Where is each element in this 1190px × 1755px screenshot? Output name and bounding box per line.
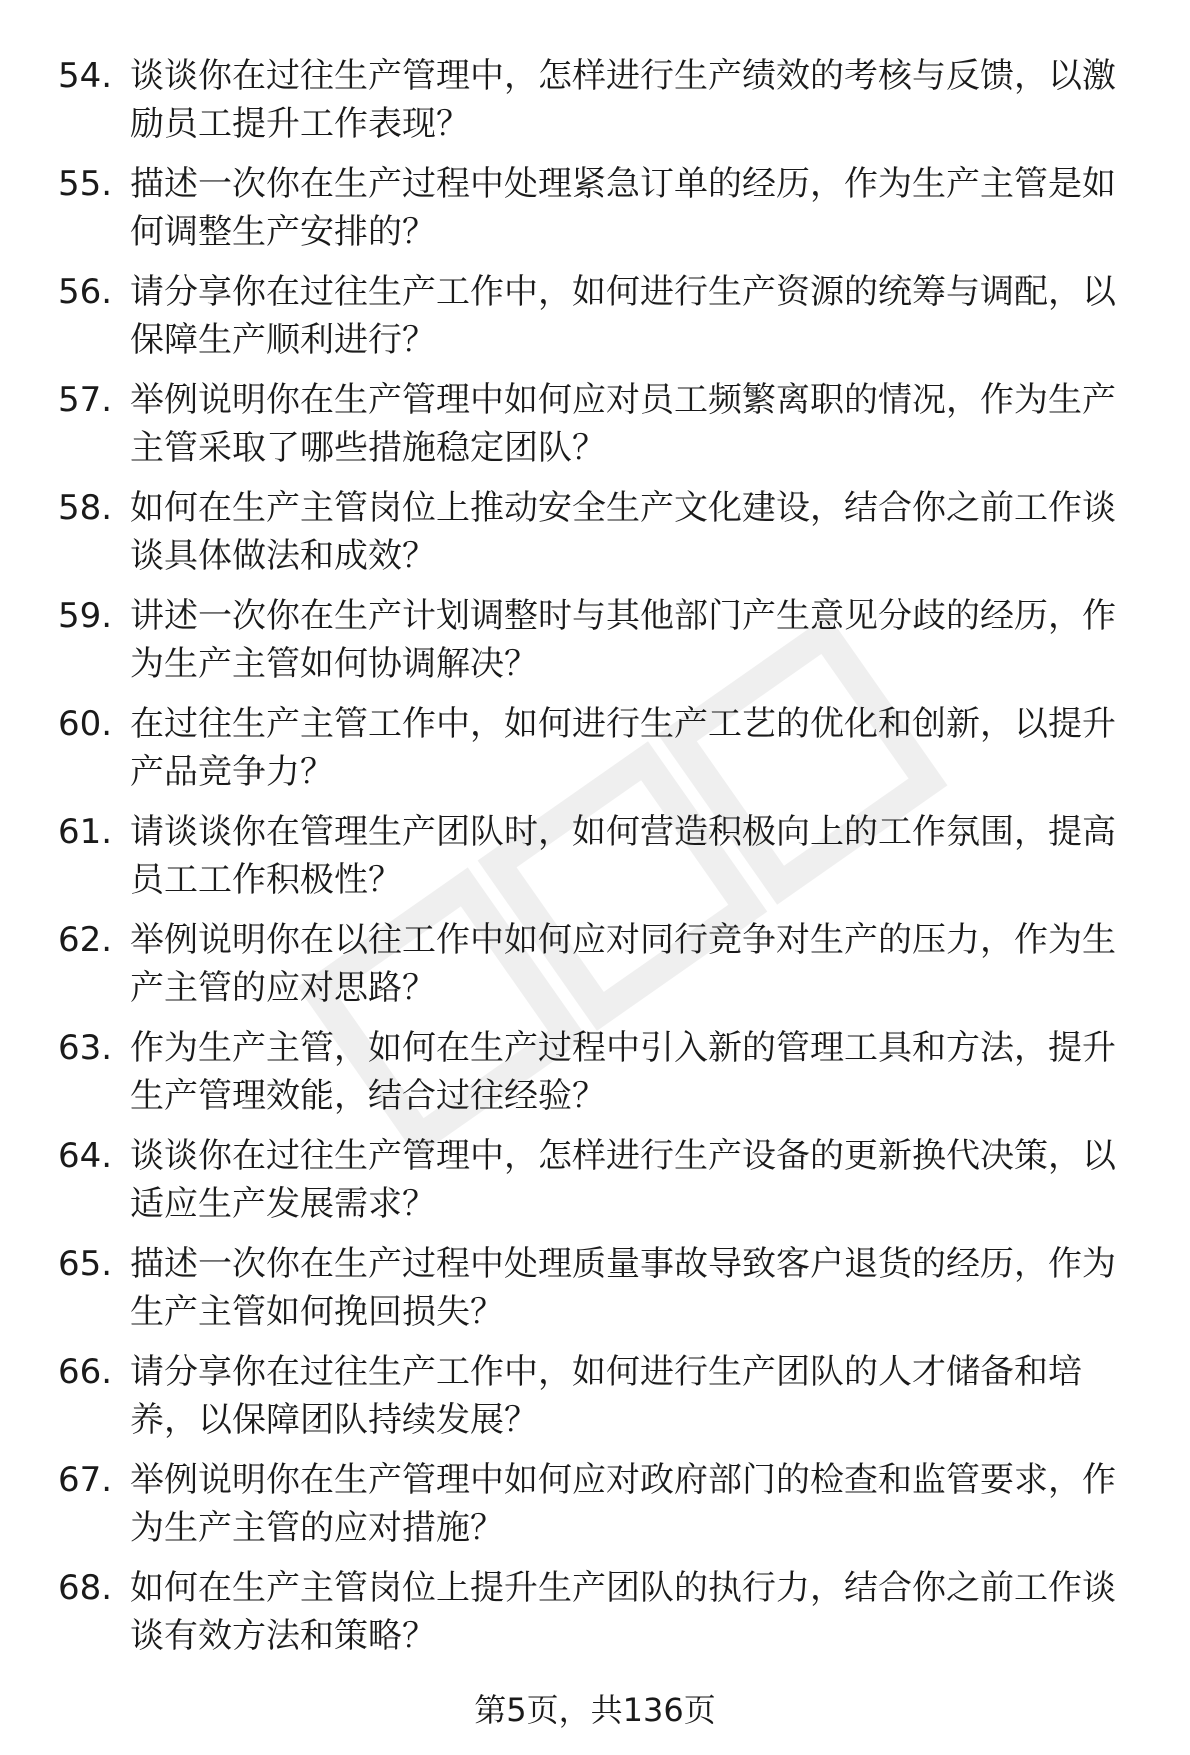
question-number: 57. bbox=[58, 380, 113, 420]
question-number: 63. bbox=[58, 1028, 113, 1068]
question-item-55 bbox=[58, 160, 1148, 256]
question-number: 56. bbox=[58, 272, 113, 312]
question-number: 68. bbox=[58, 1568, 113, 1608]
question-item-66 bbox=[58, 1348, 1148, 1444]
question-text: 如何在生产主管岗位上提升生产团队的执行力，结合你之前工作谈谈有效方法和策略？ bbox=[130, 1568, 1116, 1656]
question-text: 谈谈你在过往生产管理中，怎样进行生产设备的更新换代决策，以适应生产发展需求？ bbox=[130, 1136, 1116, 1224]
question-text: 请分享你在过往生产工作中，如何进行生产资源的统筹与调配，以保障生产顺利进行？ bbox=[130, 272, 1116, 360]
question-text: 谈谈你在过往生产管理中，怎样进行生产绩效的考核与反馈，以激励员工提升工作表现？ bbox=[130, 56, 1116, 144]
question-item-61 bbox=[58, 808, 1148, 904]
question-item-59 bbox=[58, 592, 1148, 688]
question-item-62 bbox=[58, 916, 1148, 1012]
question-number: 66. bbox=[58, 1352, 113, 1392]
question-number: 67. bbox=[58, 1460, 113, 1500]
question-number: 58. bbox=[58, 488, 113, 528]
question-text: 举例说明你在以往工作中如何应对同行竞争对生产的压力，作为生产主管的应对思路？ bbox=[130, 920, 1116, 1008]
question-text: 请谈谈你在管理生产团队时，如何营造积极向上的工作氛围，提高员工工作积极性？ bbox=[130, 812, 1116, 900]
question-number: 60. bbox=[58, 704, 113, 744]
page-number-label: 第5页，共136页 bbox=[474, 1691, 716, 1729]
question-item-63 bbox=[58, 1024, 1148, 1120]
question-text: 描述一次你在生产过程中处理紧急订单的经历，作为生产主管是如何调整生产安排的？ bbox=[130, 164, 1116, 252]
question-text: 如何在生产主管岗位上推动安全生产文化建设，结合你之前工作谈谈具体做法和成效？ bbox=[130, 488, 1116, 576]
question-item-60 bbox=[58, 700, 1148, 796]
question-number: 65. bbox=[58, 1244, 113, 1284]
question-text: 举例说明你在生产管理中如何应对政府部门的检查和监管要求，作为生产主管的应对措施？ bbox=[130, 1460, 1116, 1548]
question-number: 64. bbox=[58, 1136, 113, 1176]
question-text: 描述一次你在生产过程中处理质量事故导致客户退货的经历，作为生产主管如何挽回损失？ bbox=[130, 1244, 1116, 1332]
question-item-56 bbox=[58, 268, 1148, 364]
question-item-65 bbox=[58, 1240, 1148, 1336]
question-text: 举例说明你在生产管理中如何应对员工频繁离职的情况，作为生产主管采取了哪些措施稳定团队？ bbox=[130, 380, 1116, 468]
question-item-57 bbox=[58, 376, 1148, 472]
question-number: 54. bbox=[58, 56, 113, 96]
question-item-67 bbox=[58, 1456, 1148, 1552]
question-list bbox=[58, 52, 1148, 1672]
question-text: 讲述一次你在生产计划调整时与其他部门产生意见分歧的经历，作为生产主管如何协调解决？ bbox=[130, 596, 1116, 684]
question-number: 62. bbox=[58, 920, 113, 960]
question-item-64 bbox=[58, 1132, 1148, 1228]
question-item-54 bbox=[58, 52, 1148, 148]
question-item-68 bbox=[58, 1564, 1148, 1660]
question-text: 作为生产主管，如何在生产过程中引入新的管理工具和方法，提升生产管理效能，结合过往经验？ bbox=[130, 1028, 1116, 1116]
question-text: 请分享你在过往生产工作中，如何进行生产团队的人才储备和培养，以保障团队持续发展？ bbox=[130, 1352, 1082, 1440]
question-number: 55. bbox=[58, 164, 113, 204]
question-item-58 bbox=[58, 484, 1148, 580]
page-footer bbox=[0, 1690, 1190, 1730]
question-number: 61. bbox=[58, 812, 113, 852]
question-text: 在过往生产主管工作中，如何进行生产工艺的优化和创新，以提升产品竞争力？ bbox=[130, 704, 1116, 792]
question-number: 59. bbox=[58, 596, 113, 636]
